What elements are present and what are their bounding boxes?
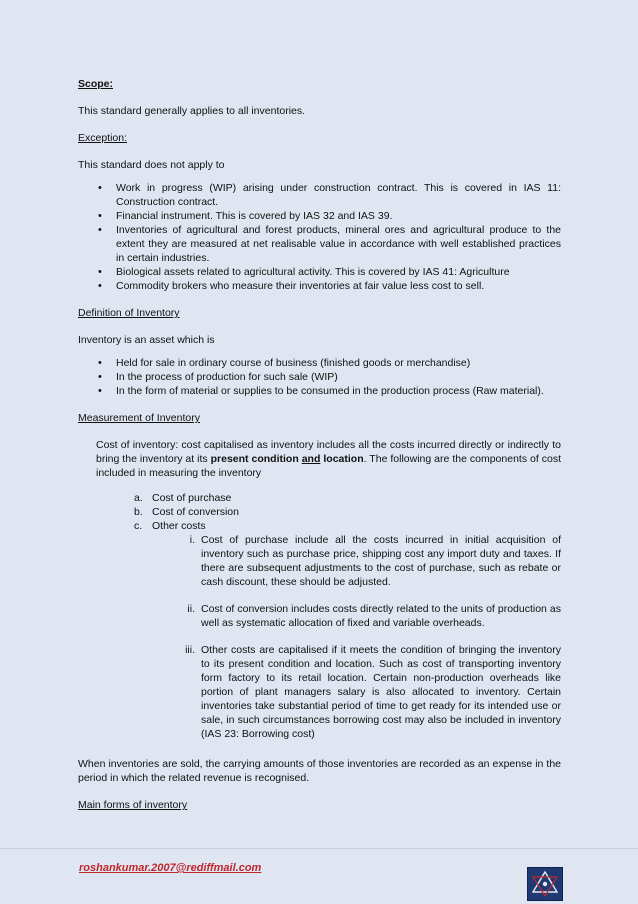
sold-paragraph: When inventories are sold, the carrying amounts of those inventories are recorded as an expense in the period in which the related revenue is recognised.	[78, 758, 561, 784]
scope-heading: Scope:	[78, 78, 114, 90]
list-marker: c.	[134, 520, 143, 532]
exception-heading: Exception:	[78, 132, 128, 144]
location-bold: location	[323, 453, 364, 465]
list-marker: a.	[134, 492, 143, 504]
list-item	[176, 602, 561, 630]
list-item	[176, 643, 561, 741]
list-item	[134, 491, 561, 505]
measurement-text-2: . The following are the components of cost included in measuring the inventory	[96, 453, 562, 479]
list-marker: b.	[134, 506, 143, 518]
and-bold-underlined: and	[301, 453, 321, 465]
list-item	[176, 533, 561, 589]
definition-heading: Definition of Inventory	[78, 307, 180, 319]
scope-text: This standard generally applies to all inventories.	[78, 105, 306, 117]
definition-list	[78, 356, 561, 398]
other-costs-list	[176, 533, 561, 741]
exception-item: • Inventories of agricultural and forest products, mineral ores and agricultural produce to the extent they are measured at net realisable value in accordance with well established practices in certain industries.	[78, 223, 561, 265]
list-text: Cost of conversion	[152, 506, 239, 518]
measurement-paragraph	[96, 438, 561, 480]
exception-intro: This standard does not apply to	[78, 159, 225, 171]
list-text: Cost of purchase include all the costs incurred in initial acquisition of inventory such as purchase price, shipping cost any import duty and taxes. If there are subsequent adjustments to the cost of purchase, such as rebate or cash discount, these should be adjusted.	[201, 534, 561, 588]
list-text: Cost of conversion includes costs directly related to the units of production as well as systematic allocation of fixed and variable overheads.	[201, 603, 561, 629]
exception-item: • Commodity brokers who measure their inventories at fair value less cost to sell.	[78, 279, 561, 293]
exception-item: • Work in progress (WIP) arising under construction contract. This is covered in IAS 11: Construction contract.	[78, 181, 561, 209]
document-body	[78, 77, 561, 812]
main-forms-heading: Main forms of inventory	[78, 799, 188, 811]
footer-email-link[interactable]: roshankumar.2007@rediffmail.com	[79, 862, 262, 874]
measurement-text-1: Cost of inventory: cost capitalised as inventory includes all the costs incurred directly or indirectly to bring the inventory at its	[96, 439, 561, 465]
exception-list	[78, 181, 561, 293]
definition-intro: Inventory is an asset which is	[78, 334, 215, 346]
exception-item: • Financial instrument. This is covered by IAS 32 and IAS 39.	[78, 209, 561, 223]
logo-mark-icon	[528, 868, 562, 900]
definition-item: • In the form of material or supplies to be consumed in the production process (Raw material).	[78, 384, 561, 398]
logo-icon	[527, 867, 563, 901]
present-condition-bold: present condition	[210, 453, 299, 465]
measurement-heading: Measurement of Inventory	[78, 412, 200, 424]
list-marker: i.	[189, 534, 195, 546]
definition-item: • Held for sale in ordinary course of business (finished goods or merchandise)	[78, 356, 561, 370]
definition-item: • In the process of production for such sale (WIP)	[78, 370, 561, 384]
list-text: Other costs	[152, 520, 206, 532]
list-text: Cost of purchase	[152, 492, 232, 504]
list-item	[134, 519, 561, 533]
exception-item: • Biological assets related to agricultural activity. This is covered by IAS 41: Agriculture	[78, 265, 561, 279]
cost-components-list	[134, 491, 561, 533]
list-text: Other costs are capitalised if it meets the condition of bringing the inventory to its present condition and location. Such as cost of transporting inventory form factory to its retail location. Certain non-production overheads like portion of plant managers salary is also allocated to inventory. Certain inventories take substantial period of time to get ready for its intended use or sale, in such circumstances borrowing cost may also be included in inventory (IAS 23: Borrowing cost)	[201, 644, 561, 740]
list-marker: iii.	[185, 644, 195, 656]
list-item	[134, 505, 561, 519]
list-marker: ii.	[187, 603, 195, 615]
